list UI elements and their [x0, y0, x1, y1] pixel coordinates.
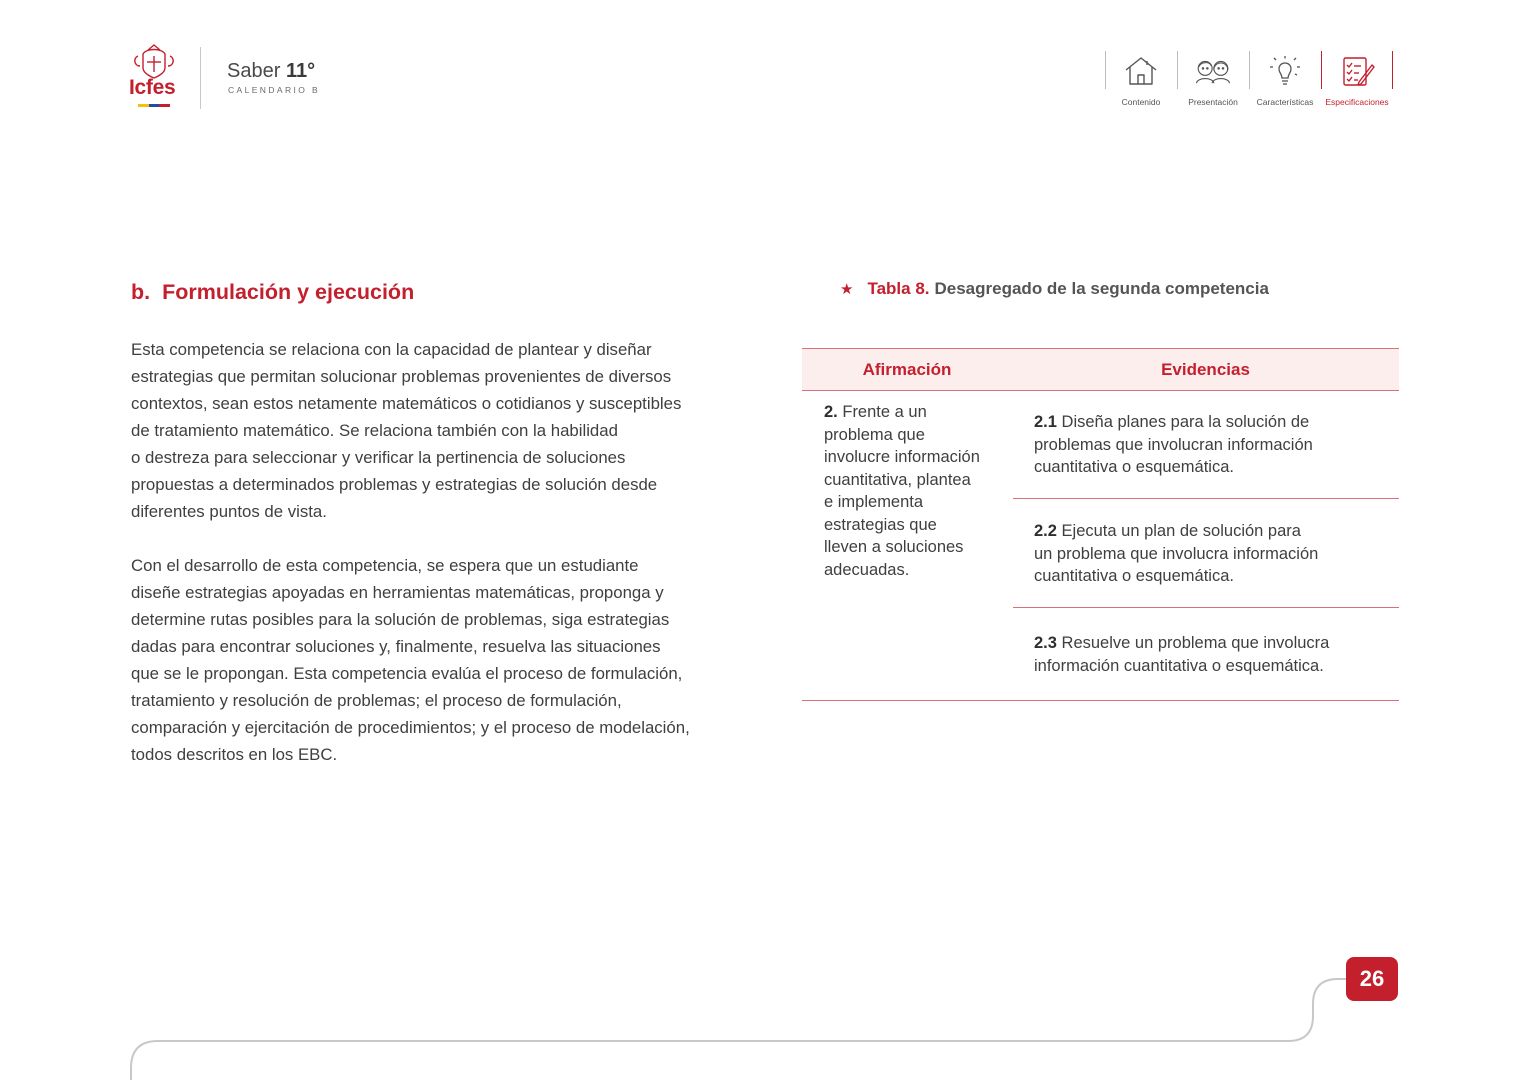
brand-title-grade: 11° — [285, 60, 316, 82]
paragraph-line: Esta competencia se relaciona con la capacidad de plantear y diseñar — [131, 340, 652, 359]
evidence-text: Ejecuta un plan de solución para — [1061, 522, 1301, 540]
evidence-line: cuantitativa o esquemática. — [1034, 458, 1234, 476]
paragraph-line: o destreza para seleccionar y verificar la pertinencia de soluciones — [131, 448, 626, 467]
nav-label-presentacion: Presentación — [1188, 97, 1238, 107]
section-title-text: Formulación y ejecución — [162, 280, 415, 304]
affirmation-line: estrategias que — [824, 515, 937, 534]
evidence-line: problemas que involucran información — [1034, 435, 1313, 454]
affirmation-line: e implementa — [824, 493, 924, 511]
paragraph-line: propuestas a determinados problemas y estrategias de solución desde — [131, 475, 658, 494]
evidence-number: 2.3 — [1034, 634, 1057, 652]
paragraph-line: determine rutas posibles para la solución de problemas, siga estrategias — [131, 610, 670, 629]
page-number-badge: 26 — [1346, 957, 1398, 1001]
header-affirmation: Afirmación — [862, 359, 952, 379]
brand-subtitle: CALENDARIO B — [228, 85, 321, 95]
table-number: Tabla 8. — [867, 279, 930, 298]
affirmation-number: 2. — [824, 403, 838, 421]
affirmation-line: adecuadas. — [824, 560, 910, 579]
brand-title-prefix: Saber — [227, 60, 281, 82]
paragraph-line: tratamiento y resolución de problemas; el proceso de formulación, — [131, 691, 622, 710]
star-icon: ★ — [840, 281, 854, 298]
evidence-text: Diseña planes para la solución de — [1061, 413, 1310, 431]
evidence-line: un problema que involucra información — [1034, 544, 1319, 563]
affirmation-text: Frente a un — [842, 403, 927, 421]
evidence-number: 2.1 — [1034, 413, 1057, 431]
paragraph-line: todos descritos en los EBC. — [131, 745, 338, 764]
nav-label-especificaciones: Especificaciones — [1325, 97, 1389, 107]
paragraph-line: contextos, sean estos netamente matemáticos o cotidianos y susceptibles — [131, 394, 682, 413]
evidence-number: 2.2 — [1034, 522, 1057, 540]
paragraph-line: de tratamiento matemático. Se relaciona también con la habilidad — [131, 421, 618, 440]
nav-label-caracteristicas: Características — [1256, 97, 1314, 107]
affirmation-line: cuantitativa, plantea — [824, 470, 971, 489]
paragraph-line: diferentes puntos de vista. — [131, 502, 327, 521]
evidence-line: cuantitativa o esquemática. — [1034, 567, 1234, 585]
paragraph-line: que se le propongan. Esta competencia evalúa el proceso de formulación, — [131, 664, 683, 683]
paragraph-line: estrategias que permitan solucionar problemas provenientes de diversos — [131, 367, 672, 386]
paragraph-line: diseñe estrategias apoyadas en herramientas matemáticas, proponga y — [131, 583, 664, 602]
section-letter: b. — [131, 280, 151, 304]
evidence-line: información cuantitativa o esquemática. — [1034, 656, 1324, 675]
evidence-text: Resuelve un problema que involucra — [1061, 634, 1330, 652]
header-evidence: Evidencias — [1161, 359, 1250, 379]
nav-label-contenido: Contenido — [1121, 97, 1161, 107]
affirmation-line: lleven a soluciones — [824, 538, 964, 556]
table-caption-text: Desagregado de la segunda competencia — [934, 279, 1269, 298]
logo-wordmark: Icfes — [129, 76, 176, 99]
affirmation-line: problema que — [824, 425, 925, 444]
affirmation-line: involucre información — [824, 448, 980, 466]
paragraph-line: comparación y ejercitación de procedimientos; y el proceso de modelación, — [131, 718, 690, 737]
paragraph-line: Con el desarrollo de esta competencia, se espera que un estudiante — [131, 556, 639, 575]
paragraph-line: dadas para encontrar soluciones y, finalmente, resuelva las situaciones — [131, 637, 661, 656]
